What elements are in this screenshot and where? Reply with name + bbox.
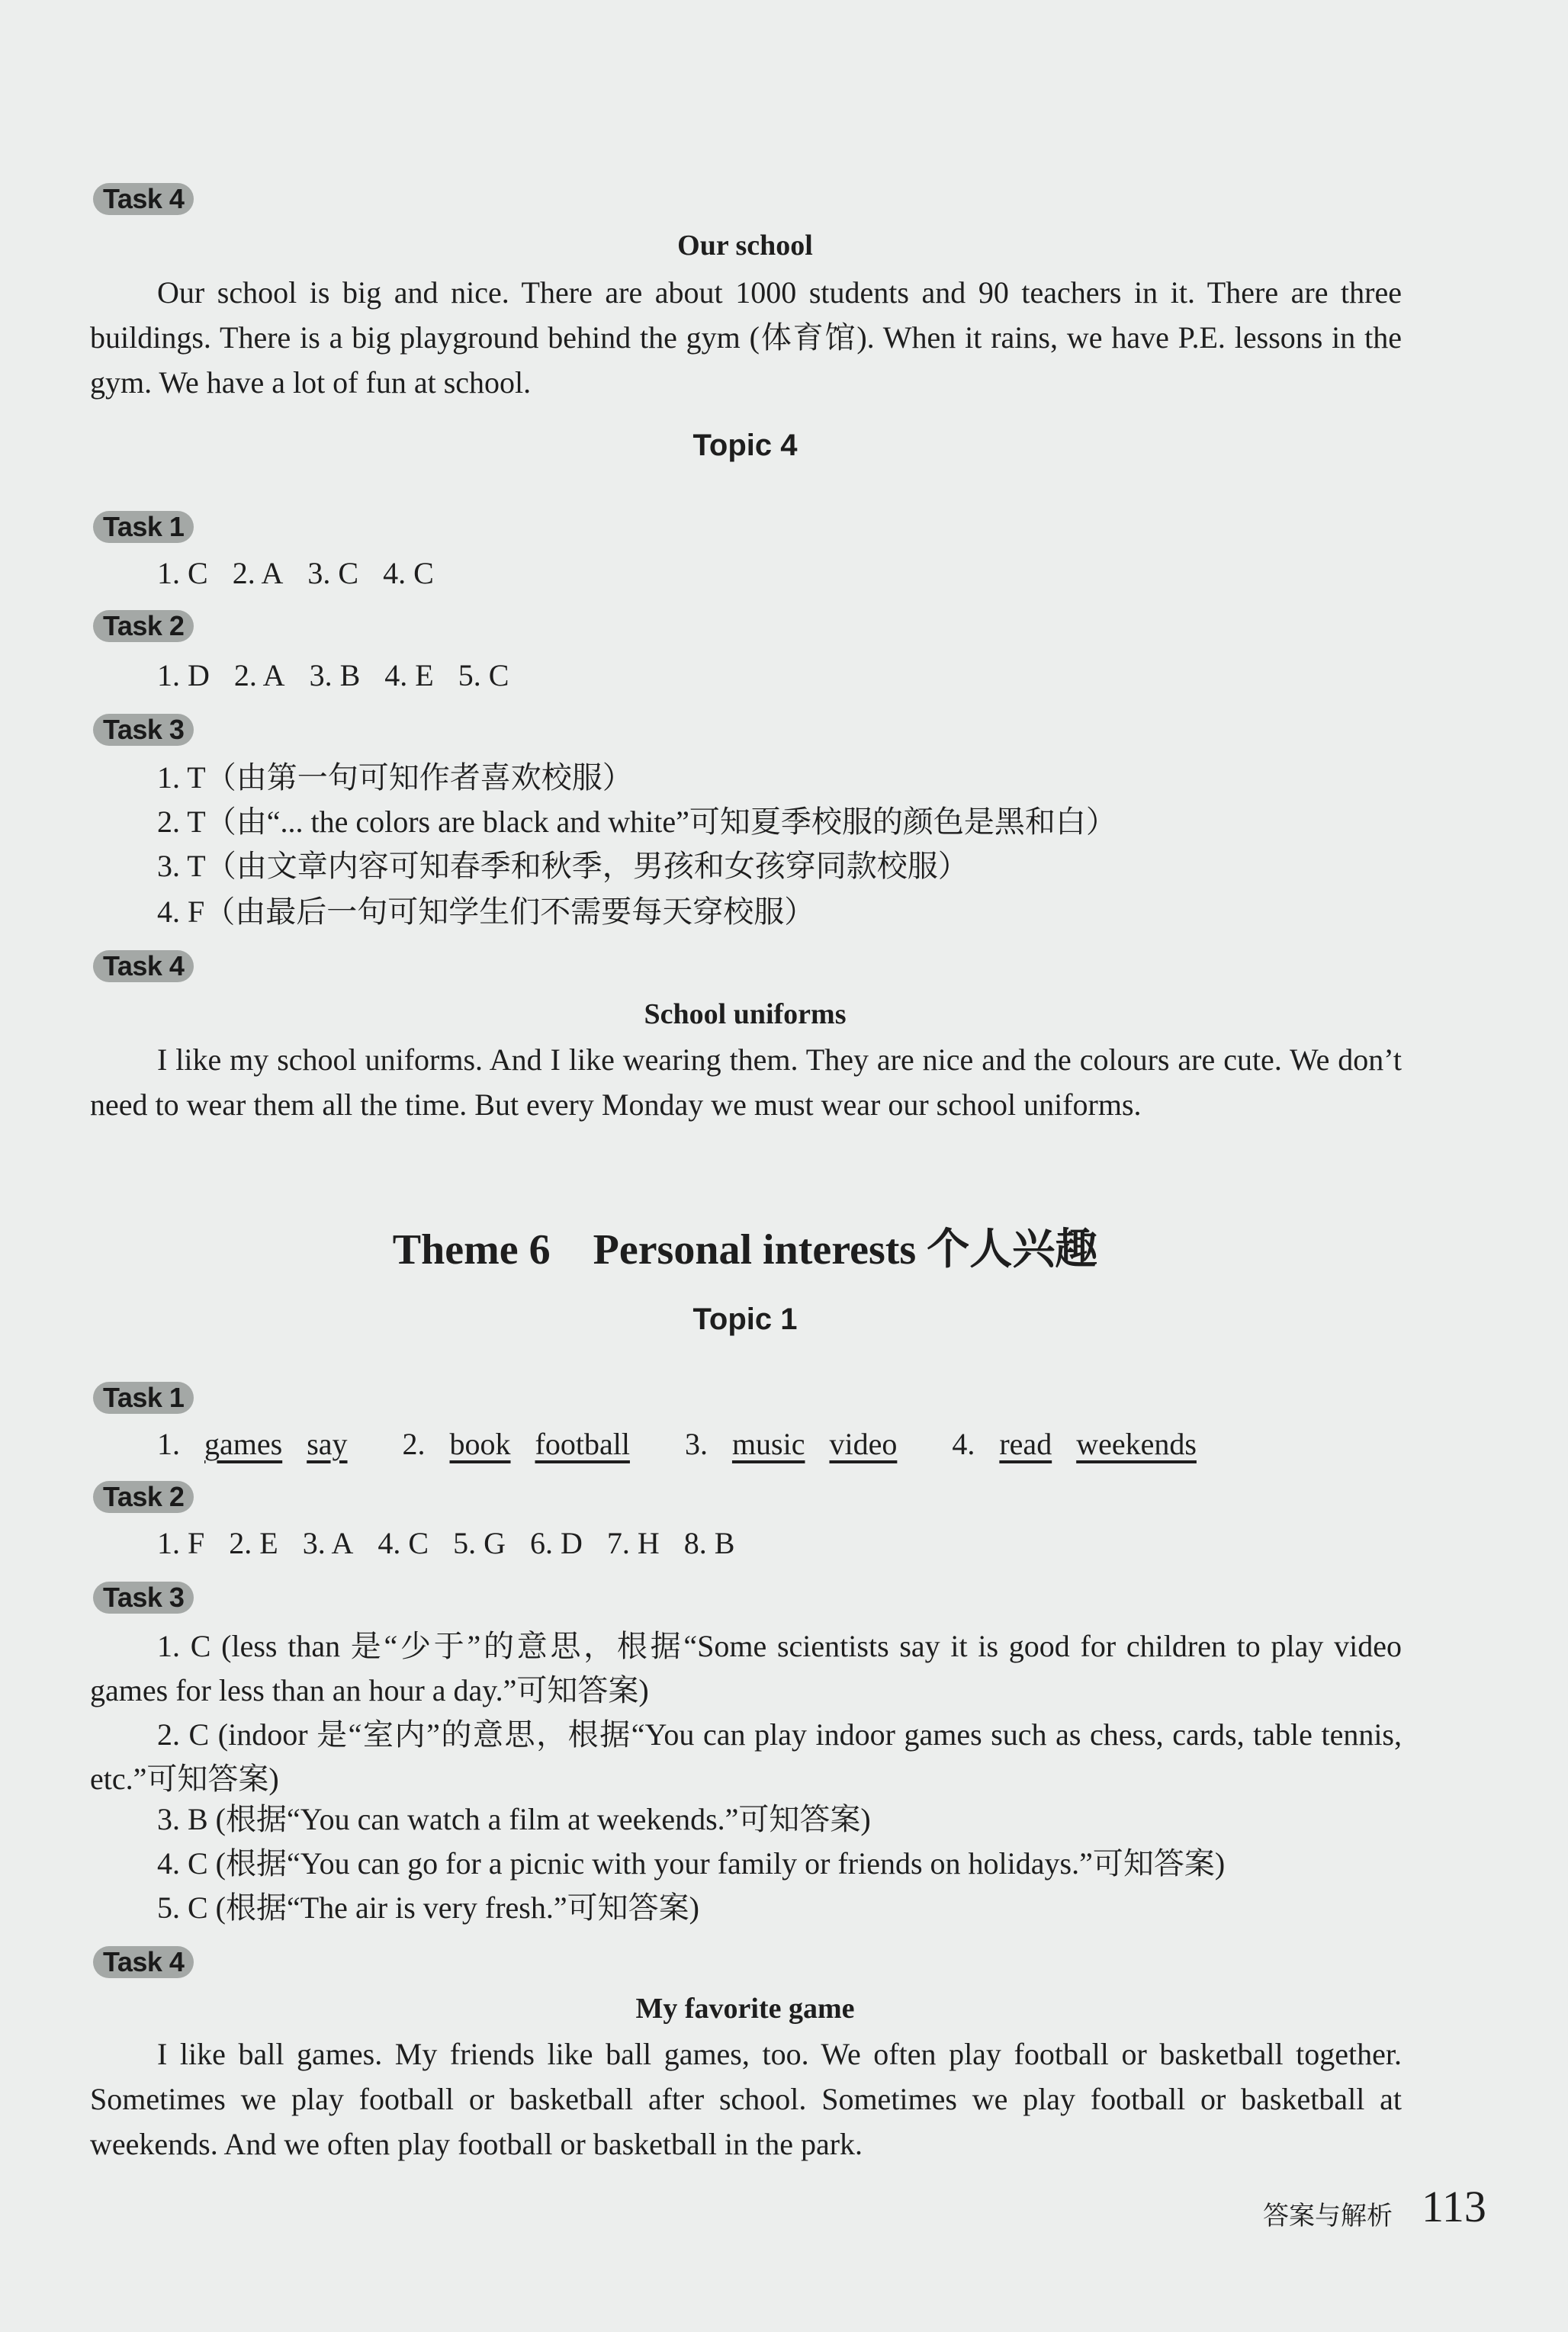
task-badge: Task 3: [93, 714, 194, 746]
answer-word: games: [204, 1427, 283, 1461]
task-badge: Task 2: [93, 1481, 194, 1513]
answer-item: 2. E: [229, 1526, 278, 1560]
answer-list: [157, 657, 525, 694]
answer-word: weekends: [1076, 1427, 1197, 1461]
item-number: 4.: [952, 1427, 975, 1461]
answer-item: 5. C: [458, 658, 509, 692]
answer-explanation: 5. C (根据“The air is very fresh.”可知答案): [157, 1890, 699, 1925]
answer-item: [685, 1426, 914, 1463]
answer-word: video: [829, 1427, 898, 1461]
answer-item: 8. B: [683, 1526, 735, 1560]
task-badge: Task 4: [93, 950, 194, 982]
answer-explanation: 2. T（由“... the colors are black and white”可知夏季校服的颜色是黑和白）: [157, 805, 1117, 839]
essay-paragraph: Our school is big and nice. There are about 1000 students and 90 teachers in it. There are three buildings. There is a big playground behind the gym (体育馆). When it rains, we have P.E. lessons in the gym. We have a lot of fun at school.: [90, 275, 1402, 400]
answer-explanation: 1. C (less than 是“少于”的意思，根据“Some scientists say it is good for children to play video games for less than an hour a day.”可知答案): [90, 1629, 1402, 1707]
answer-item: 3. B: [309, 658, 361, 692]
task-badge: Task 1: [93, 511, 194, 543]
task-badge: Task 4: [93, 1946, 194, 1978]
answer-explanation: 3. B (根据“You can watch a film at weekends.”可知答案): [157, 1802, 871, 1836]
answer-word: football: [535, 1427, 630, 1461]
answer-item: 3. C: [307, 556, 359, 590]
answer-list: [157, 1525, 751, 1562]
answer-item: [952, 1426, 1213, 1463]
answer-explanation: 2. C (indoor 是“室内”的意思，根据“You can play indoor games such as chess, cards, table tennis, etc.”可知答案): [90, 1717, 1402, 1796]
essay-title: Our school: [677, 230, 813, 262]
answer-item: 4. C: [378, 1526, 429, 1560]
essay-title: My favorite game: [635, 1993, 855, 2025]
answer-explanation: 4. C (根据“You can go for a picnic with your family or friends on holidays.”可知答案): [157, 1846, 1226, 1881]
answer-item: [403, 1426, 647, 1463]
item-number: 2.: [402, 1427, 426, 1461]
answer-item: 1. D: [157, 658, 210, 692]
task-badge: Task 4: [93, 183, 194, 215]
answer-item: 6. D: [529, 1526, 583, 1560]
page-number: 113: [1422, 2182, 1486, 2231]
item-number: 3.: [684, 1427, 708, 1461]
answer-item: 7. H: [606, 1526, 660, 1560]
answer-list: [157, 555, 451, 592]
essay-paragraph: I like my school uniforms. And I like wearing them. They are nice and the colours are cute. We don’t need to wear them all the time. But every Monday we must wear our school uniforms.: [90, 1042, 1402, 1122]
answer-item: 2. A: [232, 556, 284, 590]
task-badge: Task 1: [93, 1382, 194, 1414]
task-badge: Task 3: [93, 1582, 194, 1614]
answer-word: read: [999, 1427, 1052, 1461]
answer-word: say: [307, 1427, 348, 1461]
answer-item: 1. F: [157, 1526, 205, 1560]
essay-paragraph: I like ball games. My friends like ball games, too. We often play football or basketball together. Sometimes we play football or basketball after school. Sometimes we play football or basketball at weekends. And we often play football or basketball in the park.: [90, 2037, 1402, 2161]
theme-heading: Theme 6 Personal interests 个人兴趣: [392, 1226, 1098, 1274]
task-badge: Task 2: [93, 610, 194, 642]
answer-item: 2. A: [233, 658, 285, 692]
answer-list: [157, 1426, 1244, 1463]
essay-title: School uniforms: [644, 998, 847, 1030]
topic-heading: Topic 4: [692, 429, 798, 462]
answer-item: 1. C: [157, 556, 208, 590]
topic-heading: Topic 1: [692, 1303, 798, 1336]
answer-explanation: 4. F（由最后一句可知学生们不需要每天穿校服）: [157, 895, 815, 929]
answer-explanation: 1. T（由第一句可知作者喜欢校服）: [157, 760, 633, 795]
answer-word: book: [449, 1427, 511, 1461]
answer-item: 4. C: [383, 556, 434, 590]
answer-item: 3. A: [302, 1526, 354, 1560]
footer-label: 答案与解析: [1263, 2201, 1393, 2231]
answer-item: 4. E: [384, 658, 434, 692]
answer-item: 5. G: [453, 1526, 506, 1560]
item-number: 1.: [157, 1427, 180, 1461]
answer-item: [157, 1426, 365, 1463]
answer-word: music: [731, 1427, 805, 1461]
answer-explanation: 3. T（由文章内容可知春季和秋季，男孩和女孩穿同款校服）: [157, 849, 969, 883]
